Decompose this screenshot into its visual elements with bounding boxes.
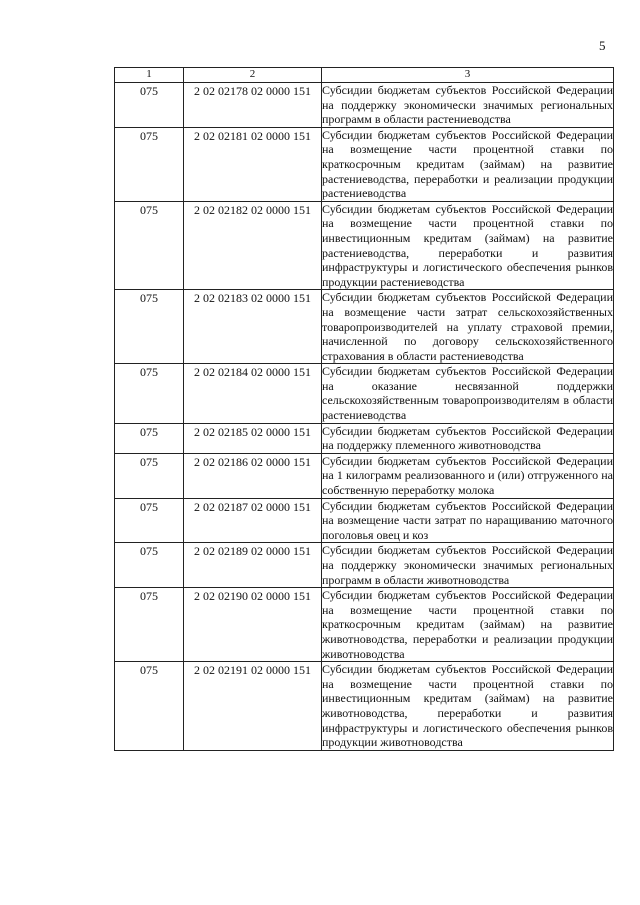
description-cell-text: Субсидии бюджетам субъектов Российской Федерации на возмещение части затрат по наращиванию маточного поголовья овец и коз [322,498,613,542]
admin-code-cell-text: 075 [140,365,158,380]
description-cell-text: Субсидии бюджетам субъектов Российской Федерации на 1 килограмм реализованного и (или) отгруженного на собственную переработку молока [322,453,613,498]
admin-code-cell-text: 075 [140,202,158,217]
budget-code-cell [184,543,322,588]
description-cell [322,290,614,364]
admin-code-cell [115,423,184,453]
admin-code-cell [115,543,184,588]
table-row [115,423,614,453]
description-cell [322,201,614,290]
table-row [115,201,614,290]
budget-code-cell-text: 2 02 02185 02 0000 151 [194,424,311,439]
admin-code-cell [115,588,184,662]
admin-code-cell [115,364,184,423]
table-row [115,453,614,498]
admin-code-cell [115,290,184,364]
table-row [115,498,614,543]
revenue-codes-table [114,67,614,751]
budget-code-cell-text: 2 02 02184 02 0000 151 [194,365,311,380]
budget-code-cell-text: 2 02 02187 02 0000 151 [194,499,311,514]
table-row [115,588,614,662]
budget-code-cell [184,498,322,543]
admin-code-cell [115,83,184,128]
budget-code-cell [184,364,322,423]
budget-code-cell-text: 2 02 02189 02 0000 151 [194,544,311,559]
admin-code-cell [115,453,184,498]
description-cell [322,83,614,128]
description-cell-text: Субсидии бюджетам субъектов Российской Федерации на оказание несвязанной поддержки сельскохозяйственным товаропроизводителям в области растениеводства [322,364,613,423]
description-cell-text: Субсидии бюджетам субъектов Российской Федерации на возмещение части процентной ставки по инвестиционным кредитам (займам) на развитие животноводства, переработки и развития инфраструктуры и логистического обеспечения рынков продукции животноводства [322,662,613,750]
table-body [115,83,614,751]
budget-code-cell-text: 2 02 02190 02 0000 151 [194,589,311,604]
budget-code-cell [184,83,322,128]
description-cell [322,498,614,543]
table-row [115,127,614,201]
admin-code-cell-text: 075 [140,84,158,98]
description-cell [322,127,614,201]
description-cell-text: Субсидии бюджетам субъектов Российской Федерации на возмещение части процентной ставки по краткосрочным кредитам (займам) на развитие животноводства, переработки и реализации продукции животноводства [322,588,613,661]
budget-code-cell [184,201,322,290]
table-row [115,83,614,128]
description-cell-text: Субсидии бюджетам субъектов Российской Федерации на возмещение части процентной ставки по инвестиционным кредитам (займам) на развитие растениеводства, переработки и развития инфраструктуры и логистического обеспечения рынков продукции растениеводства [322,201,613,289]
description-cell [322,662,614,751]
admin-code-cell-text: 075 [140,291,158,306]
admin-code-cell-text: 075 [140,454,158,469]
table-row [115,662,614,751]
admin-code-cell-text: 075 [140,663,158,678]
budget-code-cell-text: 2 02 02191 02 0000 151 [194,663,311,678]
description-cell [322,543,614,588]
table-header-row [115,68,614,83]
admin-code-cell [115,127,184,201]
budget-code-cell [184,290,322,364]
budget-code-cell [184,588,322,662]
table-row [115,543,614,588]
budget-code-cell-text: 2 02 02181 02 0000 151 [194,128,311,143]
admin-code-cell-text: 075 [140,544,158,559]
admin-code-cell-text: 075 [140,424,158,439]
admin-code-cell-text: 075 [140,128,158,143]
budget-code-cell [184,423,322,453]
table-row [115,290,614,364]
admin-code-cell [115,498,184,543]
column-header-1: 1 [115,68,184,83]
description-cell-text: Субсидии бюджетам субъектов Российской Федерации на поддержку экономически значимых региональных программ в области животноводства [322,543,613,587]
table-row [115,364,614,423]
admin-code-cell [115,662,184,751]
description-cell [322,588,614,662]
description-cell-text: Субсидии бюджетам субъектов Российской Федерации на поддержку экономически значимых региональных программ в области растениеводства [322,83,613,127]
description-cell-text: Субсидии бюджетам субъектов Российской Федерации на поддержку племенного животноводства [322,423,613,453]
budget-code-cell [184,662,322,751]
description-cell [322,364,614,423]
budget-code-cell-text: 2 02 02178 02 0000 151 [194,84,311,98]
description-cell [322,423,614,453]
description-cell [322,453,614,498]
column-header-2: 2 [184,68,322,83]
description-cell-text: Субсидии бюджетам субъектов Российской Федерации на возмещение части затрат сельскохозяйственных товаропроизводителей на уплату страховой премии, начисленной по договору сельскохозяйственного страхования в области растениеводства [322,290,613,363]
admin-code-cell-text: 075 [140,589,158,604]
admin-code-cell-text: 075 [140,499,158,514]
budget-code-cell-text: 2 02 02182 02 0000 151 [194,202,311,217]
column-header-3: 3 [322,68,614,83]
budget-code-cell-text: 2 02 02186 02 0000 151 [194,454,311,469]
budget-code-cell [184,127,322,201]
admin-code-cell [115,201,184,290]
description-cell-text: Субсидии бюджетам субъектов Российской Федерации на возмещение части процентной ставки по краткосрочным кредитам (займам) на развитие растениеводства, переработки и реализации продукции растениеводства [322,127,613,201]
page-number: 5 [599,38,606,53]
budget-code-cell [184,453,322,498]
budget-code-cell-text: 2 02 02183 02 0000 151 [194,291,311,306]
